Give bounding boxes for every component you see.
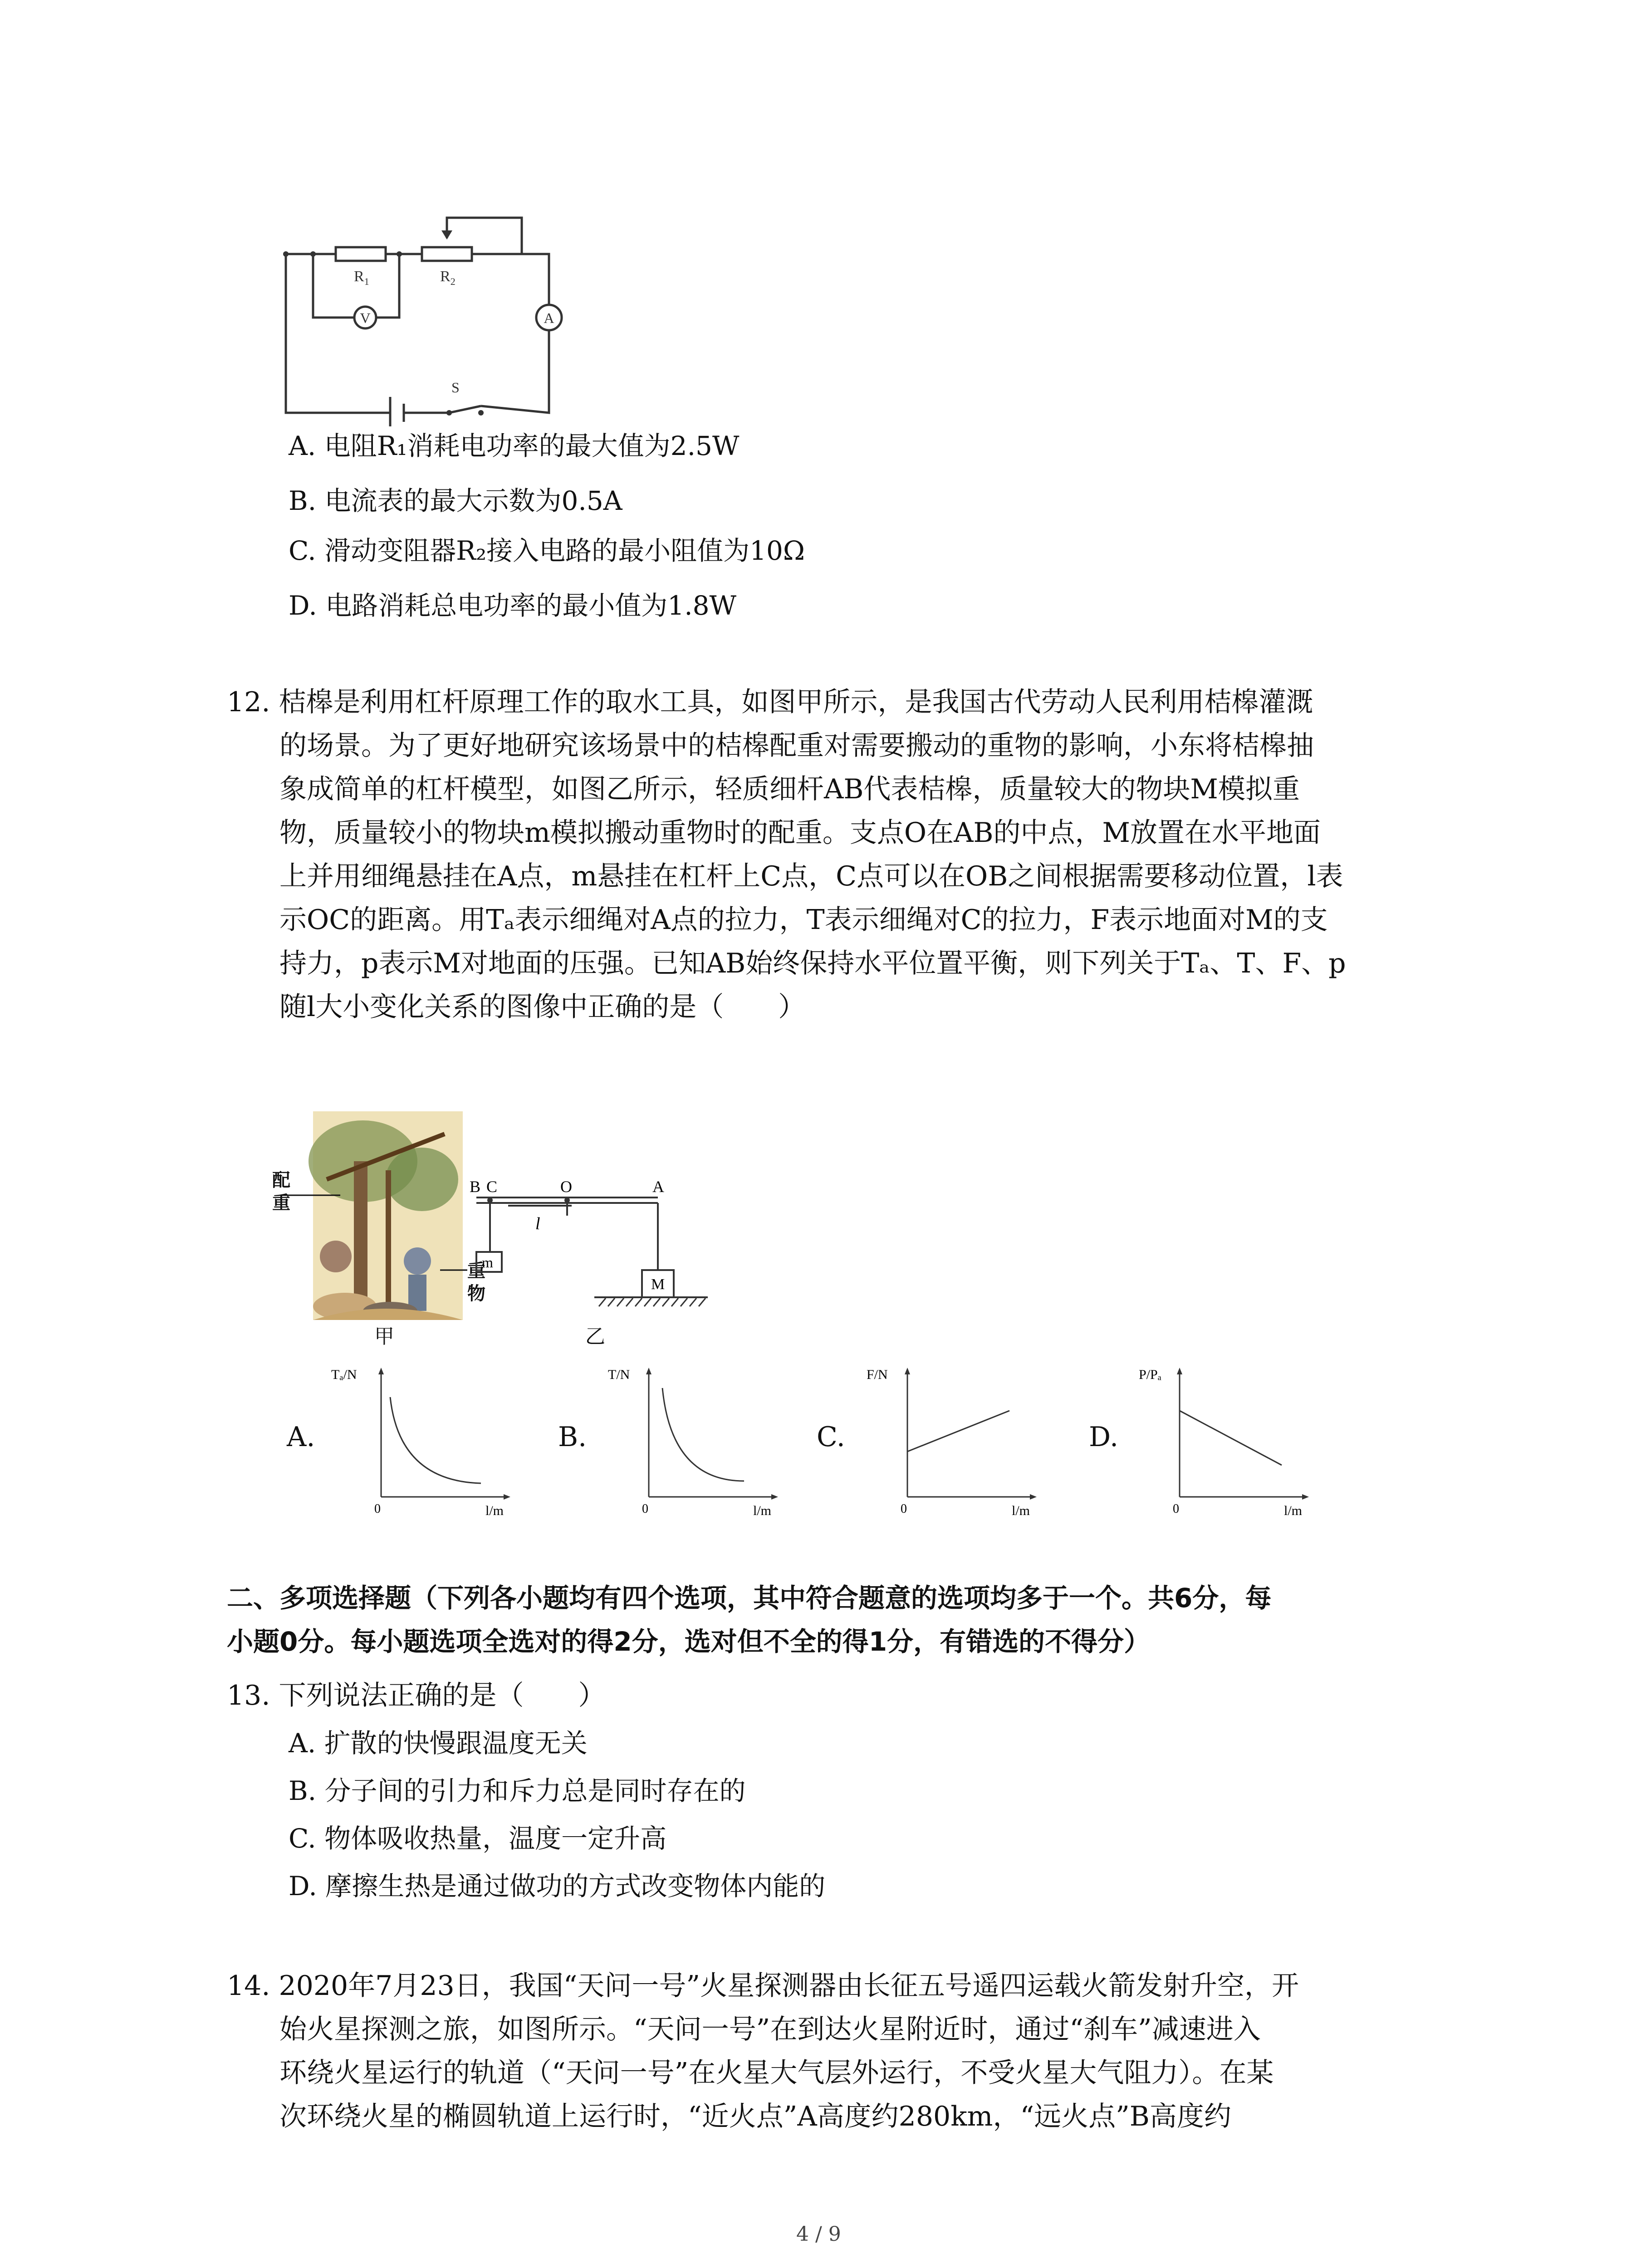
mass-big-m-label: M: [651, 1276, 665, 1293]
graph-c: [857, 1361, 1039, 1520]
jiegao-illustration: [272, 1107, 472, 1361]
ammeter-label: A: [544, 310, 554, 326]
q12-line: 象成简单的杠杆模型，如图乙所示，轻质细杆AB代表桔槔，质量较大的物块M模拟重: [279, 773, 1300, 805]
q12-line: 的场景。为了更好地研究该场景中的桔槔配重对需要搬动的重物的影响，小东将桔槔抽: [279, 730, 1314, 762]
page-number: 4 / 9: [796, 2223, 841, 2246]
q14-line: 始火星探测之旅，如图所示。“天问一号”在到达火星附近时，通过“刹车”减速进入: [279, 2014, 1261, 2045]
q13-option-a: A. 扩散的快慢跟温度无关: [289, 1728, 588, 1759]
graph-c-origin: 0: [901, 1502, 907, 1516]
graph-b-origin: 0: [642, 1502, 648, 1516]
label-zhongwu-1: 重: [467, 1261, 485, 1281]
caption-jia: 甲: [374, 1325, 394, 1348]
graph-d-origin: 0: [1173, 1502, 1179, 1516]
graph-d-xlabel: l/m: [1284, 1503, 1303, 1518]
graph-a: [331, 1361, 513, 1520]
section2-heading-line1: 二、多项选择题（下列各小题均有四个选项，其中符合题意的选项均多于一个。共6分，每: [227, 1583, 1272, 1613]
q12-line: 物，质量较小的物块m模拟搬动重物时的配重。支点O在AB的中点，M放置在水平地面: [279, 817, 1321, 849]
q13-option-b: B. 分子间的引力和斥力总是同时存在的: [289, 1775, 746, 1806]
point-c-label: C: [486, 1178, 498, 1196]
q12-line: 上并用细绳悬挂在A点，m悬挂在杠杆上C点，C点可以在OB之间根据需要移动位置，l表: [279, 860, 1343, 892]
figure-jia: [272, 1107, 472, 1361]
graph-c-xlabel: l/m: [1012, 1503, 1030, 1518]
graph-a-origin: 0: [374, 1502, 381, 1516]
point-b-label: B: [470, 1178, 481, 1196]
q14-line: 14. 2020年7月23日，我国“天问一号”火星探测器由长征五号遥四运载火箭发射升空，开: [227, 1970, 1299, 2002]
q12-line: 随l大小变化关系的图像中正确的是（ ）: [279, 991, 806, 1023]
q12-line: 持力，p表示M对地面的压强。已知AB始终保持水平位置平衡，则下列关于Tₐ、T、F、p: [279, 948, 1346, 979]
graph-option-d-label: D.: [1089, 1421, 1119, 1453]
q13-stem: 13. 下列说法正确的是（ ）: [227, 1680, 606, 1711]
caption-yi: 乙: [585, 1325, 605, 1348]
q14-line: 环绕火星运行的轨道（“天问一号”在火星大气层外运行，不受火星大气阻力）。在某: [279, 2057, 1274, 2089]
length-l-label: l: [535, 1214, 540, 1233]
q12-line: 12. 桔槔是利用杠杆原理工作的取水工具，如图甲所示，是我国古代劳动人民利用桔槔灌溉: [227, 686, 1313, 718]
graph-a-xlabel: l/m: [485, 1503, 504, 1518]
switch-label: S: [451, 379, 460, 396]
q11-option-d: D. 电路消耗总电功率的最小值为1.8W: [289, 590, 737, 621]
point-o-label: O: [560, 1178, 572, 1196]
figure-yi: [467, 1170, 721, 1315]
label-peizhong-2: 重: [272, 1193, 290, 1213]
graph-d-ylabel: P/Pₐ: [1139, 1367, 1161, 1382]
q14-line: 次环绕火星的椭圆轨道上运行时，“近火点”A高度约280km，“远火点”B高度约: [279, 2101, 1231, 2132]
r2-label: $R_2$: [440, 268, 456, 287]
q11-option-a: A. 电阻R₁消耗电功率的最大值为2.5W: [289, 430, 740, 461]
circuit-diagram: [268, 213, 567, 426]
label-zhongwu-2: 物: [467, 1283, 485, 1304]
section2-heading-line2: 小题0分。每小题选项全选对的得2分，选对但不全的得1分，有错选的不得分）: [227, 1626, 1151, 1657]
q13-option-c: C. 物体吸收热量，温度一定升高: [289, 1823, 667, 1854]
r1-label: $R_1$: [354, 268, 369, 287]
graph-b-ylabel: T/N: [608, 1367, 630, 1382]
q12-graph-options: [281, 1361, 1416, 1533]
graph-c-ylabel: F/N: [867, 1367, 888, 1382]
point-a-label: A: [652, 1178, 664, 1196]
label-peizhong-1: 配: [272, 1170, 290, 1191]
q13-option-d: D. 摩擦生热是通过做功的方式改变物体内能的: [289, 1871, 826, 1901]
q12-line: 示OC的距离。用Tₐ表示细绳对A点的拉力，T表示细绳对C的拉力，F表示地面对M的支: [279, 904, 1328, 936]
q11-option-b: B. 电流表的最大示数为0.5A: [289, 485, 622, 516]
graph-b-xlabel: l/m: [753, 1503, 772, 1518]
mass-m-label: m: [482, 1254, 493, 1271]
graph-d: [1130, 1361, 1311, 1520]
graph-option-c-label: C.: [817, 1421, 845, 1453]
graph-a-ylabel: Tₐ/N: [331, 1367, 357, 1382]
q11-option-c: C. 滑动变阻器R₂接入电路的最小阻值为10Ω: [289, 535, 805, 566]
voltmeter-label: V: [360, 310, 371, 326]
graph-option-a-label: A.: [287, 1421, 315, 1453]
graph-option-b-label: B.: [558, 1421, 587, 1453]
graph-b: [599, 1361, 780, 1520]
